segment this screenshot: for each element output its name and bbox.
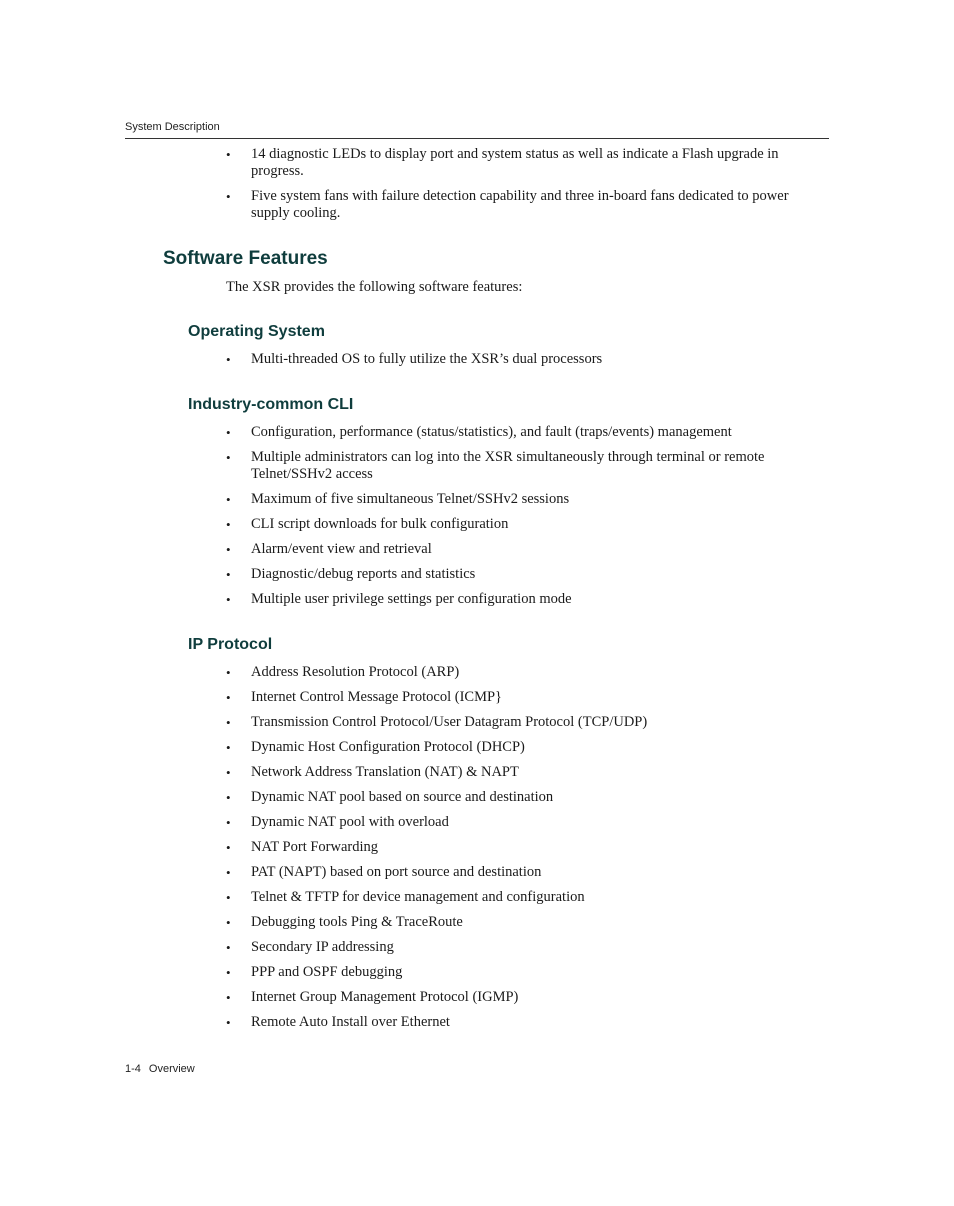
- section-intro: The XSR provides the following software features:: [226, 279, 523, 295]
- footer-chapter: Overview: [148, 1063, 195, 1075]
- list-item: • Multiple user privilege settings per configuration mode: [226, 591, 830, 608]
- list-item: • Dynamic NAT pool based on source and destination: [226, 789, 830, 806]
- list-item: • PPP and OSPF debugging: [226, 964, 830, 981]
- list-item: • Configuration, performance (status/statistics), and fault (traps/events) management: [226, 424, 830, 441]
- list-item: • Dynamic NAT pool with overload: [226, 814, 830, 831]
- list-item: • Secondary IP addressing: [226, 939, 830, 956]
- subsection-heading-cli: Industry-common CLI: [188, 396, 354, 413]
- subsection-heading-ip-protocol: IP Protocol: [188, 636, 273, 653]
- list-item: • PAT (NAPT) based on port source and destination: [226, 864, 830, 881]
- list-item: • Telnet & TFTP for device management and configuration: [226, 889, 830, 906]
- ip-protocol-list: [226, 664, 830, 1039]
- intro-bullet-list: [226, 146, 830, 230]
- list-item: • Maximum of five simultaneous Telnet/SSHv2 sessions: [226, 491, 830, 508]
- list-item: • Five system fans with failure detection capability and three in-board fans dedicated to power supply cooling.: [226, 188, 830, 222]
- running-header: [125, 120, 829, 139]
- list-item: • Multi-threaded OS to fully utilize the XSR’s dual processors: [226, 351, 830, 368]
- operating-system-list: [226, 351, 830, 376]
- list-item: • Network Address Translation (NAT) & NAPT: [226, 764, 830, 781]
- list-item: • 14 diagnostic LEDs to display port and system status as well as indicate a Flash upgrade in progress.: [226, 146, 830, 180]
- list-item: • Remote Auto Install over Ethernet: [226, 1014, 830, 1031]
- list-item: • Dynamic Host Configuration Protocol (DHCP): [226, 739, 830, 756]
- list-item: • Alarm/event view and retrieval: [226, 541, 830, 558]
- page-number: 1-4: [125, 1063, 141, 1075]
- cli-list: [226, 424, 830, 616]
- running-header-title: System Description: [125, 121, 220, 133]
- list-item: • Address Resolution Protocol (ARP): [226, 664, 830, 681]
- list-item: • Internet Control Message Protocol (ICMP}: [226, 689, 830, 706]
- list-item: • Multiple administrators can log into the XSR simultaneously through terminal or remote Telnet/SSHv2 access: [226, 449, 830, 483]
- list-item: • Internet Group Management Protocol (IGMP): [226, 989, 830, 1006]
- running-footer: [125, 1063, 195, 1075]
- list-item: • Transmission Control Protocol/User Datagram Protocol (TCP/UDP): [226, 714, 830, 731]
- list-item: • NAT Port Forwarding: [226, 839, 830, 856]
- list-item: • CLI script downloads for bulk configuration: [226, 516, 830, 533]
- subsection-heading-operating-system: Operating System: [188, 323, 325, 340]
- list-item: • Debugging tools Ping & TraceRoute: [226, 914, 830, 931]
- section-heading-software-features: Software Features: [163, 248, 328, 269]
- list-item: • Diagnostic/debug reports and statistics: [226, 566, 830, 583]
